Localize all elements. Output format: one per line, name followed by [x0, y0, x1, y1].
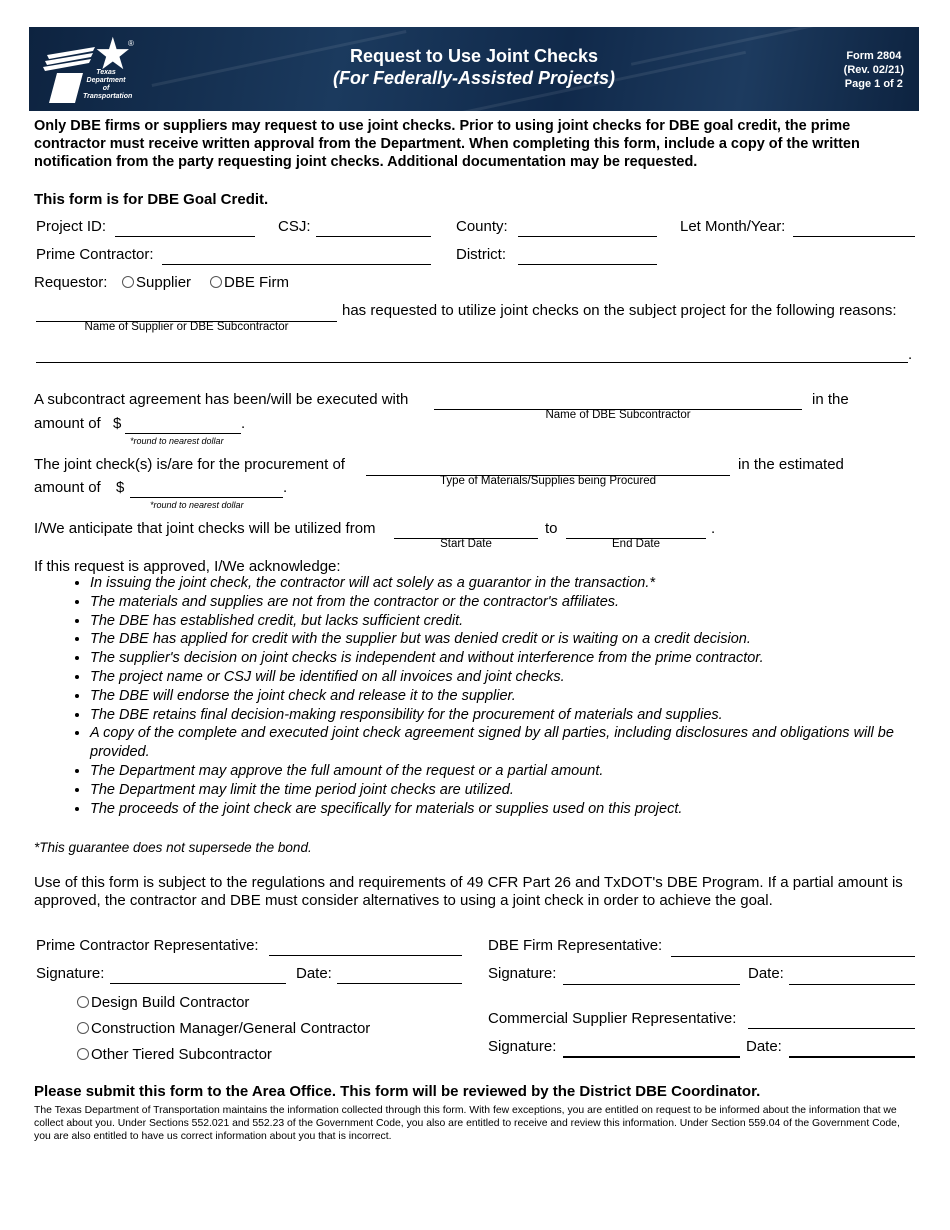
reasons-period: .	[908, 346, 913, 363]
supplier-radio[interactable]	[122, 276, 134, 288]
district-input[interactable]	[518, 264, 657, 265]
csj-label: CSJ:	[278, 218, 311, 235]
procurement-amount-label: amount of	[34, 479, 101, 496]
list-item: • The DBE retains final decision-making responsibility for the procurement of materials and supplies.	[90, 706, 950, 725]
prime-date-input[interactable]	[337, 983, 462, 984]
form-number: Form 2804	[846, 50, 902, 62]
list-item: • The DBE has applied for credit with the supplier but was denied credit or is waiting on a credit decision.	[90, 630, 950, 649]
dbe-firm-radio[interactable]	[210, 276, 222, 288]
goal-credit-heading: This form is for DBE Goal Credit.	[34, 191, 269, 208]
dbe-signature-input[interactable]	[563, 984, 740, 985]
cm-gc-label: Construction Manager/General Contractor	[91, 1020, 371, 1037]
dbe-date-label: Date:	[748, 965, 784, 982]
tiered-sub-label: Other Tiered Subcontractor	[91, 1046, 272, 1063]
materials-type-caption: Type of Materials/Supplies being Procured	[439, 475, 657, 487]
supplier-rep-input[interactable]	[748, 1028, 915, 1029]
dates-text: I/We anticipate that joint checks will be utilized from	[34, 520, 376, 537]
supplier-option-label: Supplier	[136, 274, 192, 291]
let-month-year-input[interactable]	[793, 236, 915, 237]
county-input[interactable]	[518, 236, 657, 237]
requestor-supplier-option[interactable]	[122, 274, 191, 291]
let-month-year-label: Let Month/Year:	[680, 218, 786, 235]
header-banner	[29, 27, 919, 111]
district-label: District:	[456, 246, 506, 263]
dbe-date-input[interactable]	[789, 984, 915, 985]
acknowledge-intro: If this request is approved, I/We acknowledge:	[34, 558, 341, 575]
contractor-type-design-build[interactable]	[77, 994, 249, 1011]
procurement-round-note: *round to nearest dollar	[150, 500, 244, 510]
design-build-label: Design Build Contractor	[91, 994, 250, 1011]
subcontract-period: .	[241, 415, 246, 432]
procurement-text: The joint check(s) is/are for the procurement of	[34, 456, 345, 473]
end-date-caption: End Date	[612, 538, 660, 550]
design-build-radio[interactable]	[77, 996, 89, 1008]
prime-rep-input[interactable]	[269, 955, 462, 956]
procurement-period: .	[283, 479, 288, 496]
form-title: Request to Use Joint Checks	[349, 46, 599, 66]
subcontract-in-the: in the	[812, 391, 849, 408]
prime-date-label: Date:	[296, 965, 332, 982]
requestor-label: Requestor:	[34, 274, 108, 291]
dbe-subcontractor-caption: Name of DBE Subcontractor	[545, 409, 691, 421]
requestor-dbe-option[interactable]	[210, 274, 289, 291]
prime-contractor-input[interactable]	[162, 264, 431, 265]
contractor-type-cm-gc[interactable]	[77, 1020, 370, 1037]
list-item: • The DBE has established credit, but lacks sufficient credit.	[90, 612, 950, 631]
procurement-amount-input[interactable]	[130, 497, 283, 498]
supplier-date-label: Date:	[746, 1038, 782, 1055]
supplier-signature-input[interactable]	[563, 1056, 740, 1058]
subcontract-dollar-sign: $	[113, 415, 122, 432]
logo-text: Texas Department of Transportation	[83, 69, 133, 100]
privacy-notice: The Texas Department of Transportation maintains the information collected through this form. With few exceptions, you are entitled on request to be informed about the information that we collect about you. Under Sections 552.021 and 552.23 of the Government Code, you also are entitled to receive and review this information. Under Section 559.04 of the Government Code, you are also entitled to have us correct information about you that is incorrect.	[34, 1105, 900, 1142]
project-id-label: Project ID:	[36, 218, 107, 235]
reasons-text: has requested to utilize joint checks on the subject project for the following reasons:	[342, 302, 897, 319]
reasons-input[interactable]	[36, 362, 908, 363]
supplier-signature-label: Signature:	[488, 1038, 557, 1055]
form-revision: (Rev. 02/21)	[843, 64, 904, 76]
start-date-caption: Start Date	[440, 538, 492, 550]
project-id-input[interactable]	[115, 236, 255, 237]
supplier-rep-label: Commercial Supplier Representative:	[488, 1010, 737, 1027]
list-item: • In issuing the joint check, the contractor will act solely as a guarantor in the transaction.*	[90, 574, 950, 593]
county-label: County:	[456, 218, 508, 235]
subcontract-text: A subcontract agreement has been/will be executed with	[34, 391, 409, 408]
supplier-date-input[interactable]	[789, 1056, 915, 1058]
list-item: • The Department may approve the full amount of the request or a partial amount.	[90, 762, 950, 781]
prime-signature-label: Signature:	[36, 965, 105, 982]
dbe-firm-option-label: DBE Firm	[224, 274, 289, 291]
procurement-dollar-sign: $	[116, 479, 125, 496]
dates-period: .	[711, 520, 716, 537]
subcontract-round-note: *round to nearest dollar	[130, 436, 224, 446]
csj-input[interactable]	[316, 236, 431, 237]
subcontract-amount-input[interactable]	[125, 433, 241, 434]
submit-instructions: Please submit this form to the Area Office. This form will be reviewed by the District DBE Coordinator.	[34, 1083, 761, 1100]
tiered-sub-radio[interactable]	[77, 1048, 89, 1060]
list-item: • The materials and supplies are not from the contractor or the contractor's affiliates.	[90, 593, 950, 612]
form-number-block	[844, 49, 904, 91]
requester-name-caption: Name of Supplier or DBE Subcontractor	[84, 321, 289, 333]
procurement-in-estimated: in the estimated	[738, 456, 844, 473]
intro-text: Only DBE firms or suppliers may request to use joint checks. Prior to using joint checks for DBE goal credit, the prime contractor must receive written approval from the Department. When completing this form, include a copy of the written notification from the party requesting joint checks. Additional documentation may be requested.	[34, 118, 860, 170]
prime-contractor-label: Prime Contractor:	[36, 246, 154, 263]
dbe-rep-input[interactable]	[671, 956, 915, 957]
dates-to: to	[545, 520, 558, 537]
guarantee-note: *This guarantee does not supersede the bond.	[34, 840, 312, 855]
list-item: • A copy of the complete and executed joint check agreement signed by all parties, including disclosures and obligations will be provided.	[90, 724, 950, 762]
list-item: • The DBE will endorse the joint check and release it to the supplier.	[90, 687, 950, 706]
registered-mark: ®	[128, 39, 134, 48]
prime-signature-input[interactable]	[110, 983, 286, 984]
acknowledgement-list	[52, 574, 950, 818]
cm-gc-radio[interactable]	[77, 1022, 89, 1034]
list-item: • The project name or CSJ will be identified on all invoices and joint checks.	[90, 668, 950, 687]
page-number: Page 1 of 2	[844, 78, 903, 90]
list-item: • The Department may limit the time period joint checks are utilized.	[90, 781, 950, 800]
subcontract-amount-label: amount of	[34, 415, 101, 432]
prime-rep-label: Prime Contractor Representative:	[36, 937, 259, 954]
contractor-type-tiered-sub[interactable]	[77, 1046, 272, 1063]
regulation-text: Use of this form is subject to the regulations and requirements of 49 CFR Part 26 and TxDOT's DBE Program. If a partial amount is approved, the contractor and DBE must consider alternatives to using a joint check in order to achieve the goal.	[34, 874, 903, 909]
form-subtitle: (For Federally-Assisted Projects)	[332, 68, 616, 88]
list-item: • The proceeds of the joint check are specifically for materials or supplies used on this project.	[90, 800, 950, 819]
dbe-rep-label: DBE Firm Representative:	[488, 937, 663, 954]
list-item: • The supplier's decision on joint checks is independent and without interference from the prime contractor.	[90, 649, 950, 668]
dbe-signature-label: Signature:	[488, 965, 557, 982]
